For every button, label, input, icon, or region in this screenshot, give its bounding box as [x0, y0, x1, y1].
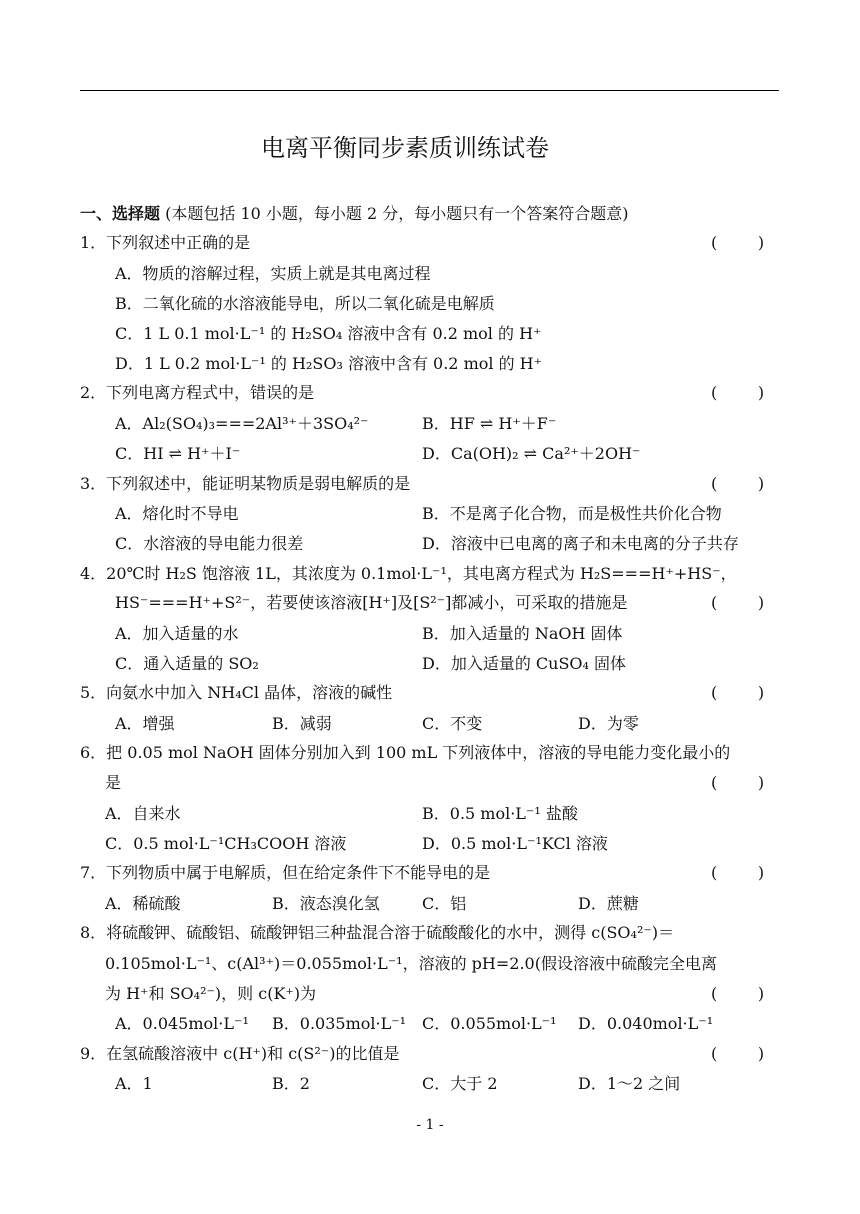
section-note: (本题包括 10 小题，每小题 2 分，每小题只有一个答案符合题意): [165, 204, 629, 223]
question-5-stem: 5．向氨水中加入 NH₄Cl 晶体，溶液的碱性: [80, 683, 393, 702]
q6-option-b: B．0.5 mol·L⁻¹ 盐酸: [422, 804, 578, 823]
answer-paren-6: ( ): [711, 773, 765, 792]
q9-option-a: A．1: [115, 1074, 153, 1093]
q4-option-c: C．通入适量的 SO₂: [115, 654, 259, 673]
q4-option-d: D．加入适量的 CuSO₄ 固体: [422, 654, 627, 673]
question-4-stem-continued: HS⁻===H⁺+S²⁻，若要使该溶液[H⁺]及[S²⁻]都减小，可采取的措施是: [115, 593, 628, 612]
q7-option-a: A．稀硫酸: [105, 894, 181, 913]
answer-paren-5: ( ): [711, 683, 765, 702]
section-heading-line: [80, 204, 780, 224]
q5-option-a: A．增强: [115, 714, 175, 733]
q8-option-b: B．0.035mol·L⁻¹: [272, 1014, 407, 1033]
answer-paren-9: ( ): [711, 1044, 765, 1063]
page-number: - 1 -: [416, 1117, 444, 1133]
q3-option-a: A．熔化时不导电: [115, 504, 239, 523]
answer-paren-2: ( ): [711, 383, 765, 402]
q2-option-b: B．HF ⇌ H⁺＋F⁻: [422, 414, 557, 433]
q9-option-b: B．2: [272, 1074, 310, 1093]
q2-option-d: D．Ca(OH)₂ ⇌ Ca²⁺＋2OH⁻: [422, 444, 641, 463]
q1-option-b: B．二氧化硫的水溶液能导电，所以二氧化硫是电解质: [115, 294, 495, 313]
q3-option-d: D．溶液中已电离的离子和未电离的分子共存: [422, 534, 739, 553]
question-2-stem: 2．下列电离方程式中，错误的是: [80, 383, 315, 402]
question-8-stem-line-2: 0.105mol·L⁻¹、c(Al³⁺)＝0.055mol·L⁻¹，溶液的 pH=2.0(假设溶液中硫酸完全电离: [105, 954, 717, 973]
q7-option-d: D．蔗糖: [578, 894, 639, 913]
q6-option-a: A．自来水: [105, 804, 181, 823]
q1-option-d: D．1 L 0.2 mol·L⁻¹ 的 H₂SO₃ 溶液中含有 0.2 mol 的 H⁺: [115, 354, 543, 373]
section-heading: 一、选择题: [80, 204, 161, 223]
question-3-stem: 3．下列叙述中，能证明某物质是弱电解质的是: [80, 474, 411, 493]
question-7-stem: 7．下列物质中属于电解质，但在给定条件下不能导电的是: [80, 863, 491, 882]
q1-option-a: A．物质的溶解过程，实质上就是其电离过程: [115, 264, 431, 283]
q4-option-b: B．加入适量的 NaOH 固体: [422, 624, 623, 643]
answer-paren-4: ( ): [711, 593, 765, 612]
q8-option-d: D．0.040mol·L⁻¹: [578, 1014, 714, 1033]
question-6-stem-continued: 是: [105, 773, 122, 792]
q3-option-c: C．水溶液的导电能力很差: [115, 534, 304, 553]
q5-option-c: C．不变: [422, 714, 483, 733]
q5-option-b: B．减弱: [272, 714, 332, 733]
q7-option-b: B．液态溴化氢: [272, 894, 380, 913]
q6-option-c: C．0.5 mol·L⁻¹CH₃COOH 溶液: [105, 834, 347, 853]
question-1-stem: 1．下列叙述中正确的是: [80, 233, 251, 252]
answer-paren-1: ( ): [711, 233, 765, 252]
question-4-stem: 4．20℃时 H₂S 饱溶液 1L，其浓度为 0.1mol·L⁻¹，其电离方程式为 H₂S===H⁺+HS⁻，: [80, 564, 737, 583]
question-8-stem: 8．将硫酸钾、硫酸铝、硫酸钾铝三种盐混合溶于硫酸酸化的水中，测得 c(SO₄²⁻)＝: [80, 923, 675, 942]
q5-option-d: D．为零: [578, 714, 639, 733]
q9-option-d: D．1～2 之间: [578, 1074, 681, 1093]
q7-option-c: C．铝: [422, 894, 467, 913]
question-8-stem-line-3: 为 H⁺和 SO₄²⁻)，则 c(K⁺)为: [105, 984, 317, 1003]
q3-option-b: B．不是离子化合物，而是极性共价化合物: [422, 504, 722, 523]
question-6-stem: 6．把 0.05 mol NaOH 固体分别加入到 100 mL 下列液体中，溶液的导电能力变化最小的: [80, 743, 731, 762]
header-rule: [80, 90, 779, 91]
page-title: 电离平衡同步素质训练试卷: [261, 134, 549, 162]
q2-option-a: A．Al₂(SO₄)₃===2Al³⁺＋3SO₄²⁻: [115, 414, 369, 433]
q8-option-c: C．0.055mol·L⁻¹: [422, 1014, 557, 1033]
answer-paren-3: ( ): [711, 474, 765, 493]
q6-option-d: D．0.5 mol·L⁻¹KCl 溶液: [422, 834, 608, 853]
q9-option-c: C．大于 2: [422, 1074, 498, 1093]
q1-option-c: C．1 L 0.1 mol·L⁻¹ 的 H₂SO₄ 溶液中含有 0.2 mol 的 H⁺: [115, 324, 542, 343]
q2-option-c: C．HI ⇌ H⁺＋I⁻: [115, 444, 241, 463]
q4-option-a: A．加入适量的水: [115, 624, 239, 643]
q8-option-a: A．0.045mol·L⁻¹: [115, 1014, 249, 1033]
question-9-stem: 9．在氢硫酸溶液中 c(H⁺)和 c(S²⁻)的比值是: [80, 1044, 400, 1063]
answer-paren-7: ( ): [711, 863, 765, 882]
answer-paren-8: ( ): [711, 984, 765, 1003]
